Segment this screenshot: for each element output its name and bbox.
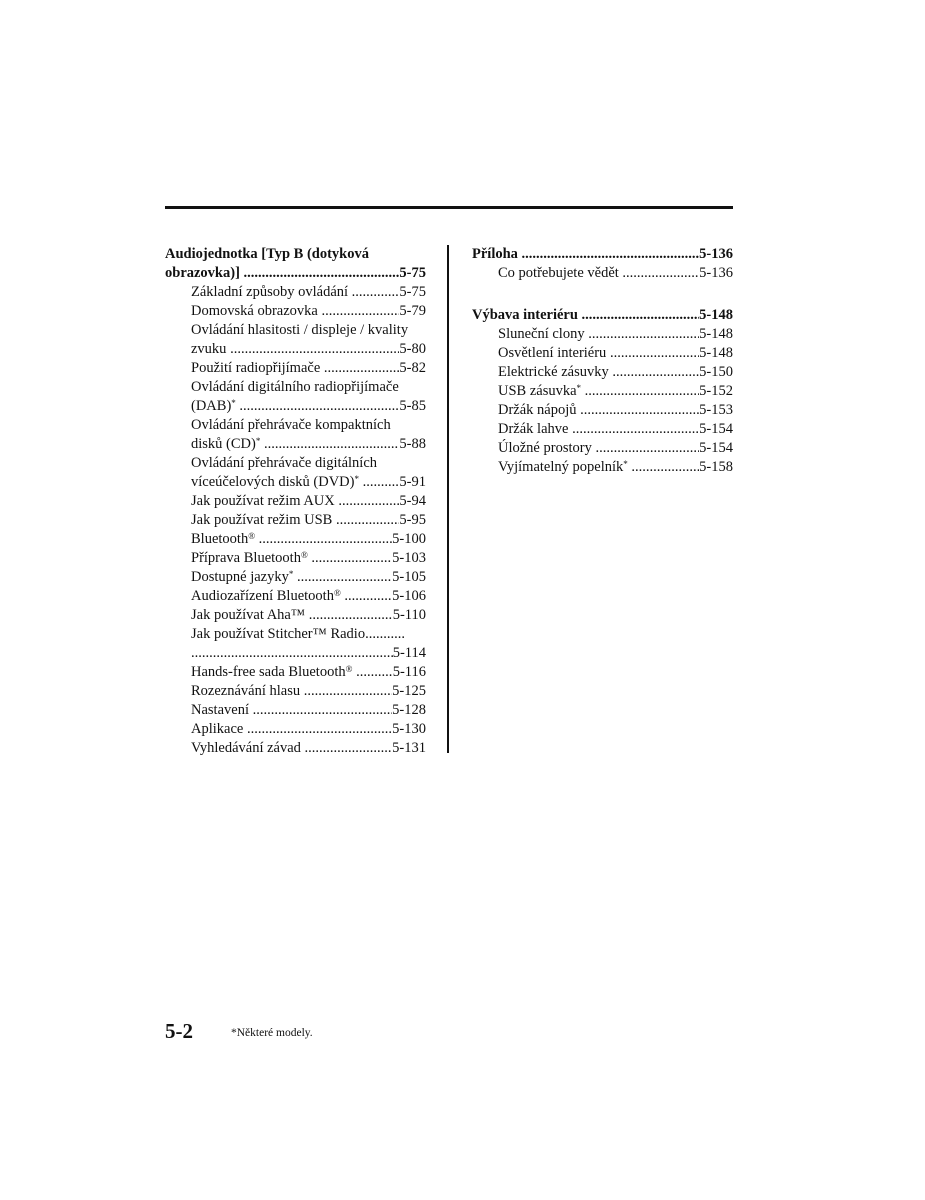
- entry-title: Bluetooth: [191, 531, 249, 547]
- toc-entry[interactable]: [472, 363, 733, 382]
- registered-mark: ®: [300, 550, 308, 560]
- page-ref: 5-158: [699, 459, 733, 475]
- toc-entry[interactable]: [165, 568, 426, 587]
- toc-entry[interactable]: [165, 625, 426, 663]
- page-ref: 5-106: [392, 588, 426, 604]
- toc-entry[interactable]: [472, 344, 733, 363]
- page-ref: 5-153: [699, 402, 733, 418]
- entry-title: Rozeznávání hlasu .....: [191, 682, 392, 701]
- entry-title: víceúčelových disků (DVD): [191, 474, 355, 490]
- page-ref: 5-103: [392, 550, 426, 566]
- toc-entry[interactable]: [165, 739, 426, 758]
- entry-title-line1: Ovládání hlasitosti / displeje / kvality: [191, 322, 409, 338]
- header-rule: [165, 206, 733, 209]
- page-ref: 5-95: [399, 512, 426, 528]
- page-ref: 5-150: [699, 364, 733, 380]
- optional-marker: *: [231, 398, 236, 408]
- toc-entry[interactable]: [165, 416, 426, 454]
- toc-entry[interactable]: [472, 458, 733, 477]
- entry-title: Dostupné jazyky: [191, 569, 289, 585]
- toc-entry[interactable]: [165, 663, 426, 682]
- page-ref: 5-85: [399, 398, 426, 414]
- page-ref: 5-154: [699, 421, 733, 437]
- page-ref: 5-130: [392, 721, 426, 737]
- entry-title: zvuku .....: [191, 340, 399, 359]
- page-ref: 5-114: [392, 645, 426, 661]
- column-divider: [447, 245, 449, 753]
- page-ref: 5-116: [392, 664, 426, 680]
- optional-marker: *: [623, 459, 628, 469]
- page-footer: [165, 1019, 313, 1044]
- page-ref: 5-128: [392, 702, 426, 718]
- page-ref: 5-154: [699, 440, 733, 456]
- toc-entry[interactable]: [472, 439, 733, 458]
- entry-title: Použití radiopřijímače .....: [191, 359, 399, 378]
- section-title: obrazovka)] .....: [165, 264, 399, 283]
- page-ref: 5-79: [399, 303, 426, 319]
- toc-entry[interactable]: [165, 302, 426, 321]
- page-ref: 5-100: [392, 531, 426, 547]
- page-ref: 5-110: [392, 607, 426, 623]
- toc-entry[interactable]: [165, 321, 426, 359]
- entry-title: Příprava Bluetooth: [191, 550, 301, 566]
- toc-entry[interactable]: [165, 701, 426, 720]
- toc-section-appendix[interactable]: [472, 245, 733, 264]
- entry-title: Držák nápojů .....: [498, 401, 699, 420]
- toc-entry[interactable]: [472, 420, 733, 439]
- page-ref: 5-152: [699, 383, 733, 399]
- section-title-line1: Audiojednotka [Typ B (dotyková: [165, 246, 369, 262]
- toc-entry[interactable]: [472, 325, 733, 344]
- entry-title: Osvětlení interiéru .....: [498, 344, 699, 363]
- page-ref: 5-131: [392, 740, 426, 756]
- toc-entry[interactable]: [165, 549, 426, 568]
- page-ref: 5-148: [699, 326, 733, 342]
- entry-title: Aplikace .....: [191, 720, 392, 739]
- registered-mark: ®: [345, 664, 353, 674]
- entry-title: [191, 644, 393, 663]
- section-gap: [472, 283, 733, 306]
- page-ref: 5-75: [399, 265, 426, 281]
- toc-right-column: [472, 245, 733, 477]
- toc-entry[interactable]: [165, 530, 426, 549]
- entry-title: Sluneční clony .....: [498, 325, 699, 344]
- toc-entry[interactable]: [472, 401, 733, 420]
- toc-section-interior[interactable]: [472, 306, 733, 325]
- entry-title-line1: Ovládání přehrávače kompaktních: [191, 417, 391, 433]
- entry-title: Držák lahve .....: [498, 420, 699, 439]
- toc-entry[interactable]: [165, 511, 426, 530]
- section-title: Výbava interiéru .....: [472, 306, 699, 325]
- entry-title: Hands-free sada Bluetooth: [191, 664, 346, 680]
- toc-entry[interactable]: [165, 492, 426, 511]
- optional-marker: *: [354, 474, 359, 484]
- entry-title: Vyjímatelný popelník: [498, 459, 624, 475]
- optional-marker: *: [255, 436, 261, 446]
- page-ref: 5-105: [392, 569, 426, 585]
- entry-title: disků (CD): [191, 436, 256, 452]
- page-ref: 5-136: [699, 265, 733, 281]
- entry-title-line1: Jak používat Stitcher™ Radio...........: [191, 626, 405, 642]
- section-title: Příloha .....: [472, 245, 699, 264]
- toc-entry[interactable]: [165, 720, 426, 739]
- toc-entry[interactable]: [472, 382, 733, 401]
- page-ref: 5-80: [399, 341, 426, 357]
- registered-mark: ®: [333, 588, 341, 598]
- entry-title: Elektrické zásuvky .....: [498, 363, 699, 382]
- toc-entry[interactable]: [165, 587, 426, 606]
- page-ref: 5-148: [699, 307, 733, 323]
- entry-title: (DAB): [191, 398, 232, 414]
- entry-title: Co potřebujete vědět .....: [498, 264, 699, 283]
- toc-entry[interactable]: [472, 264, 733, 283]
- entry-title: Jak používat Aha™ .....: [191, 606, 393, 625]
- toc-entry[interactable]: [165, 454, 426, 492]
- optional-marker: *: [288, 569, 294, 579]
- entry-title: Základní způsoby ovládání .....: [191, 283, 399, 302]
- footnote: *Některé modely.: [231, 1027, 313, 1039]
- page-ref: 5-75: [399, 284, 426, 300]
- toc-section-audio[interactable]: [165, 245, 426, 283]
- page-number: 5-2: [165, 1019, 193, 1043]
- toc-entry[interactable]: [165, 359, 426, 378]
- page-ref: 5-82: [399, 360, 426, 376]
- toc-entry[interactable]: [165, 682, 426, 701]
- entry-title: Jak používat režim USB .....: [191, 511, 399, 530]
- registered-mark: ®: [248, 531, 256, 541]
- entry-title: Vyhledávání závad .....: [191, 739, 392, 758]
- entry-title: Domovská obrazovka .....: [191, 302, 399, 321]
- page-ref: 5-125: [392, 683, 426, 699]
- entry-title: Úložné prostory .....: [498, 439, 699, 458]
- entry-title: Nastavení .....: [191, 701, 392, 720]
- page-ref: 5-136: [699, 246, 733, 262]
- optional-marker: *: [576, 383, 582, 393]
- page-ref: 5-88: [399, 436, 426, 452]
- page-ref: 5-91: [399, 474, 426, 490]
- toc-entry[interactable]: [165, 378, 426, 416]
- entry-title-line1: Ovládání digitálního radiopřijímače: [191, 379, 399, 395]
- toc-left-column: [165, 245, 426, 758]
- entry-title: USB zásuvka: [498, 383, 577, 399]
- toc-entry[interactable]: [165, 283, 426, 302]
- page-ref: 5-94: [399, 493, 426, 509]
- entry-title: Jak používat režim AUX .....: [191, 492, 399, 511]
- toc-entry[interactable]: [165, 606, 426, 625]
- entry-title: Audiozařízení Bluetooth: [191, 588, 334, 604]
- page-ref: 5-148: [699, 345, 733, 361]
- entry-title-line1: Ovládání přehrávače digitálních: [191, 455, 378, 471]
